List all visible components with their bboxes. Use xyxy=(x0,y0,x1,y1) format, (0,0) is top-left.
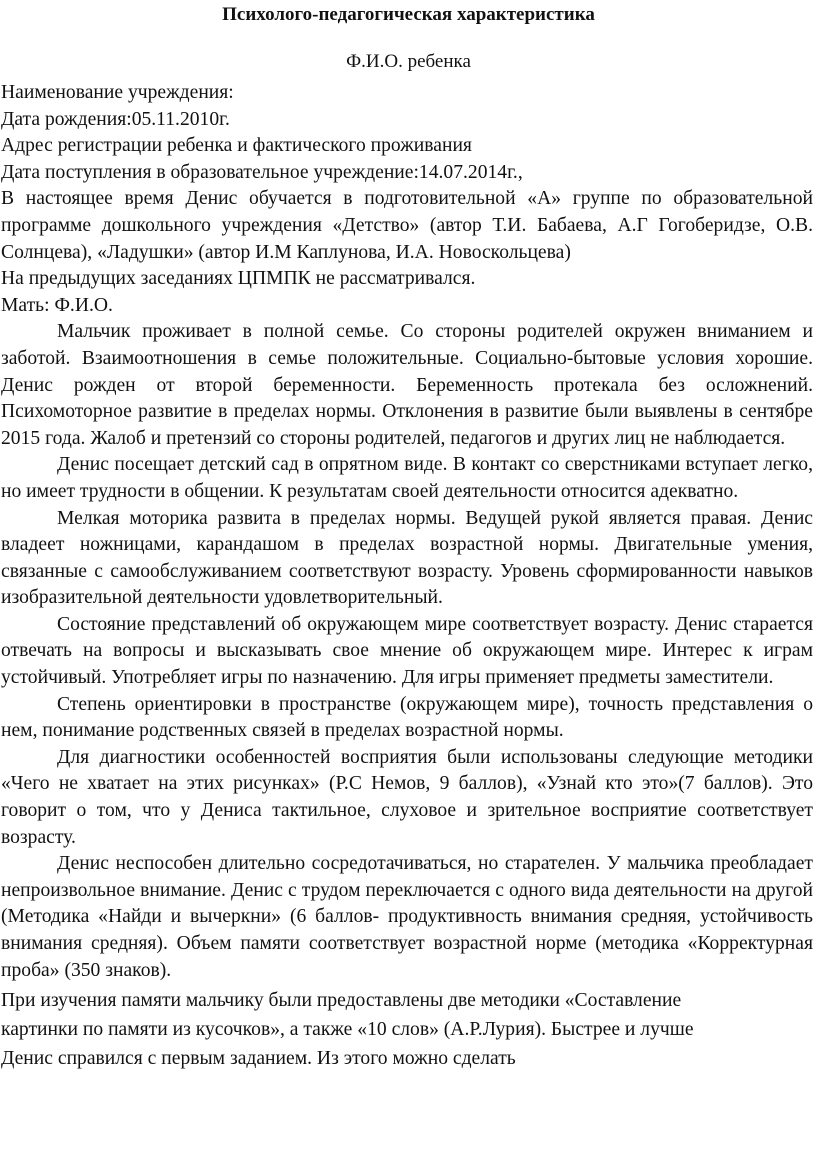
orientation-paragraph: Степень ориентировки в пространстве (окружающем мире), точность представления о нем, понимание родственных связей в пределах возрастной нормы. xyxy=(1,693,813,742)
birth-date-line: Дата рождения:05.11.2010г. xyxy=(1,108,230,130)
address-line: Адрес регистрации ребенка и фактического проживания xyxy=(1,135,472,157)
family-paragraph: Мальчик проживает в полной семье. Со стороны родителей окружен вниманием и заботой. Взаимоотношения в семье положительные. Социально-бытовые условия хорошие. Денис рожден от второй беременности. Беременность протекала без осложнений. Психомоторное развитие в пределах нормы. Отклонения в развитие были выявлены в сентябре 2015 года. Жалоб и претензий со стороны родителей, педагогов и других лиц не наблюдается. xyxy=(1,321,813,449)
attention-paragraph: Денис неспособен длительно сосредотачиваться, но старателен. У мальчика преобладает непроизвольное внимание. Денис с трудом переключается с одного вида деятельности на другой (Методика «Найди и вычеркни» (6 баллов- продуктивность внимания средняя, устойчивость внимания средняя). Объем памяти соответствует возрастной норме (методика «Корректурная проба» (350 знаков). xyxy=(1,853,813,981)
institution-line: Наименование учреждения: xyxy=(1,82,234,103)
program-paragraph: В настоящее время Денис обучается в подготовительной «А» группе по образовательной программе дошкольного учреждения «Детство» (автор Т.И. Бабаева, А.Г Гогоберидзе, О.В. Солнцева), «Ладушки» (автор И.М Каплунова, И.А. Новоскольцева) xyxy=(1,188,813,263)
memory-line-3: Денис справился с первым заданием. Из этого можно сделать xyxy=(1,1048,516,1070)
perception-paragraph: Для диагностики особенностей восприятия были использованы следующие методики «Чего не хватает на этих рисунках» (Р.С Немов, 9 баллов), «Узнай кто это»(7 баллов). Это говорит о том, что у Дениса тактильное, слуховое и зрительное восприятие соответствует возрасту. xyxy=(1,746,813,848)
mother-line: Мать: Ф.И.О. xyxy=(1,294,113,316)
memory-line-1: При изучения памяти мальчику были предоставлены две методики «Составление xyxy=(1,990,682,1012)
document-body xyxy=(1,80,813,1073)
meetings-line: На предыдущих заседаниях ЦПМПК не рассматривался. xyxy=(1,268,476,290)
memory-line-2: картинки по памяти из кусочков», а также «10 слов» (А.Р.Лурия). Быстрее и лучше xyxy=(1,1019,694,1041)
world-knowledge-paragraph: Состояние представлений об окружающем мире соответствует возрасту. Денис старается отвечать на вопросы и высказывать свое мнение об окружающем мире. Интерес к играм устойчивый. Употребляет игры по назначению. Для игры применяет предметы заместители. xyxy=(1,613,813,689)
kindergarten-paragraph: Денис посещает детский сад в опрятном виде. В контакт со сверстниками вступает легко, но имеет трудности в общении. К результатам своей деятельности относится адекватно. xyxy=(1,454,813,502)
child-name-line: Ф.И.О. ребенка xyxy=(346,51,471,72)
admission-date-line: Дата поступления в образовательное учреждение:14.07.2014г., xyxy=(1,161,523,183)
document-title: Психолого-педагогическая характеристика xyxy=(222,4,595,25)
motor-skills-paragraph: Мелкая моторика развита в пределах нормы. Ведущей рукой является правая. Денис владеет ножницами, карандашом в пределах возрастной нормы. Двигательные умения, связанные с самообслуживанием соответствуют возрасту. Уровень сформированности навыков изобразительной деятельности удовлетворительный. xyxy=(1,507,813,609)
